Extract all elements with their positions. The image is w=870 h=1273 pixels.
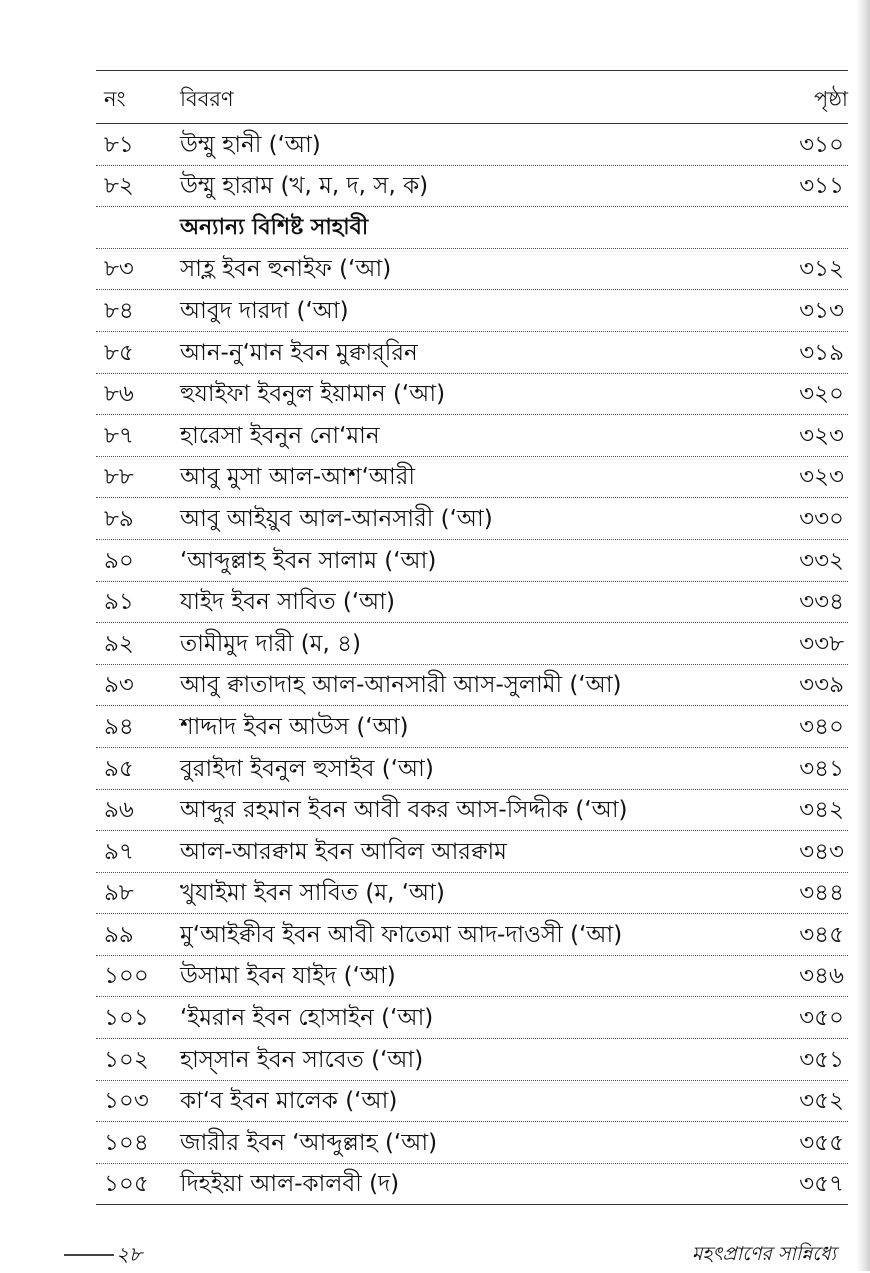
entry-description: অন্যান্য বিশিষ্ট সাহাবী — [180, 214, 369, 240]
toc-row — [96, 665, 848, 707]
toc-row — [96, 1122, 848, 1164]
toc-row — [96, 166, 848, 208]
toc-rows — [96, 124, 848, 1205]
toc-row — [96, 997, 848, 1039]
entry-description: খুযাইমা ইবন সাবিত (ম, ‘আ) — [180, 880, 445, 907]
entry-description: সাহ্ল ইবন হুনাইফ (‘আ) — [180, 256, 392, 283]
entry-number: ১০৪ — [104, 1129, 149, 1156]
entry-page: ৩১৩ — [799, 297, 844, 324]
entry-page: ৩৩৮ — [799, 630, 844, 657]
entry-description: হাস্‌সান ইবন সাবেত (‘আ) — [180, 1046, 424, 1073]
toc-row — [96, 706, 848, 748]
footer-book-title: মহৎপ্রাণের সান্নিধ্যে — [691, 1243, 836, 1265]
entry-description: ‘আব্দুল্লাহ ইবন সালাম (‘আ) — [180, 547, 437, 574]
toc-row — [96, 748, 848, 790]
entry-description: আন-নু‘মান ইবন মুক্বার্‌রিন — [180, 339, 418, 366]
toc-row — [96, 582, 848, 624]
toc-row — [96, 1164, 848, 1206]
entry-page: ৩৫৭ — [799, 1171, 844, 1198]
entry-description: যাইদ ইবন সাবিত (‘আ) — [180, 589, 395, 616]
entry-number: ৮৭ — [104, 422, 134, 449]
entry-number: ৮৮ — [104, 464, 134, 491]
entry-page: ৩৫১ — [799, 1046, 844, 1073]
entry-description: হুযাইফা ইবনুল ইয়ামান (‘আ) — [180, 381, 446, 408]
entry-page: ৩১১ — [799, 173, 844, 200]
entry-number: ৯৯ — [104, 921, 134, 948]
entry-description: আবুদ দারদা (‘আ) — [180, 297, 349, 324]
entry-page: ৩২০ — [799, 381, 844, 408]
entry-number: ৯৫ — [104, 755, 134, 782]
entry-description: দিহইয়া আল-কালবী (দ) — [180, 1171, 400, 1198]
toc-row — [96, 623, 848, 665]
entry-page: ৩৪৬ — [799, 963, 844, 990]
toc-row — [96, 249, 848, 291]
entry-number: ৯৩ — [104, 672, 134, 699]
entry-page: ৩৫২ — [799, 1088, 844, 1115]
footer-page-number: ২৮ — [116, 1242, 142, 1266]
entry-description: হারেসা ইবনুন নো‘মান — [180, 422, 380, 449]
toc-row — [96, 124, 848, 166]
toc-header — [96, 70, 848, 124]
entry-number: ৮১ — [104, 131, 134, 158]
entry-page: ৩৪২ — [799, 797, 844, 824]
toc-row — [96, 457, 848, 499]
entry-number: ৯১ — [104, 589, 134, 616]
entry-number: ৮৬ — [104, 381, 134, 408]
entry-description: শাদ্দাদ ইবন আউস (‘আ) — [180, 713, 409, 740]
toc-row — [96, 1039, 848, 1081]
header-description: বিবরণ — [180, 87, 234, 111]
entry-page: ৩২৩ — [799, 422, 844, 449]
entry-description: ‘ইমরান ইবন হোসাইন (‘আ) — [180, 1005, 434, 1032]
entry-description: জারীর ইবন ‘আব্দুল্লাহ (‘আ) — [180, 1129, 438, 1156]
entry-description: উম্মু হারাম (খ, ম, দ, স, ক) — [180, 173, 429, 200]
entry-page: ৩১০ — [799, 131, 844, 158]
toc-row — [96, 540, 848, 582]
entry-page: ৩৫০ — [799, 1005, 844, 1032]
header-page: পৃষ্ঠা — [813, 87, 848, 111]
entry-page: ৩২৩ — [799, 464, 844, 491]
entry-number: ১০৩ — [104, 1088, 149, 1115]
entry-number: ১০০ — [104, 963, 149, 990]
entry-page: ৩৪৫ — [799, 921, 844, 948]
entry-number: ৯৪ — [104, 713, 134, 740]
entry-number: ৯২ — [104, 630, 134, 657]
footer-dash — [64, 1254, 114, 1256]
entry-number: ৮৯ — [104, 505, 134, 532]
page-footer — [0, 1236, 870, 1266]
toc-row — [96, 914, 848, 956]
entry-description: আবু মুসা আল-আশ‘আরী — [180, 464, 415, 491]
entry-description: আবু আইয়ুব আল-আনসারী (‘আ) — [180, 505, 493, 532]
entry-number: ৮২ — [104, 173, 134, 200]
toc-row — [96, 1081, 848, 1123]
toc-row — [96, 498, 848, 540]
toc-row — [96, 831, 848, 873]
entry-page: ৩৩০ — [799, 505, 844, 532]
entry-description: কা‘ব ইবন মালেক (‘আ) — [180, 1088, 398, 1115]
header-no: নং — [104, 87, 126, 111]
entry-number: ১০৫ — [104, 1171, 149, 1198]
entry-number: ৮৩ — [104, 256, 134, 283]
entry-page: ৩৩৪ — [799, 589, 844, 616]
entry-description: আবু ক্বাতাদাহ আল-আনসারী আস-সুলামী (‘আ) — [180, 672, 622, 699]
toc-row — [96, 790, 848, 832]
entry-page: ৩১৯ — [799, 339, 844, 366]
entry-number: ১০১ — [104, 1005, 149, 1032]
entry-number: ৯০ — [104, 547, 134, 574]
entry-number: ৯৮ — [104, 880, 134, 907]
entry-number: ১০২ — [104, 1046, 149, 1073]
entry-page: ৩৪১ — [799, 755, 844, 782]
entry-page: ৩৫৫ — [799, 1129, 844, 1156]
toc-row — [96, 290, 848, 332]
toc-row — [96, 415, 848, 457]
entry-page: ৩৪৩ — [799, 838, 844, 865]
entry-description: তামীমুদ দারী (ম, ৪) — [180, 630, 362, 657]
entry-number: ৮৫ — [104, 339, 134, 366]
entry-number: ৯৭ — [104, 838, 134, 865]
entry-description: আব্দুর রহমান ইবন আবী বকর আস-সিদ্দীক (‘আ) — [180, 797, 628, 824]
page-edge — [856, 0, 870, 1271]
toc-row — [96, 332, 848, 374]
entry-page: ৩১২ — [799, 256, 844, 283]
entry-description: উম্মু হানী (‘আ) — [180, 131, 321, 158]
table-of-contents — [96, 70, 848, 1205]
toc-row — [96, 873, 848, 915]
entry-number: ৮৪ — [104, 297, 134, 324]
toc-row — [96, 374, 848, 416]
entry-page: ৩৪৪ — [799, 880, 844, 907]
entry-number: ৯৬ — [104, 797, 134, 824]
entry-description: উসামা ইবন যাইদ (‘আ) — [180, 963, 396, 990]
entry-description: মু‘আইক্বীব ইবন আবী ফাতেমা আদ-দাওসী (‘আ) — [180, 921, 623, 948]
entry-page: ৩৪০ — [799, 713, 844, 740]
entry-page: ৩৩২ — [799, 547, 844, 574]
entry-page: ৩৩৯ — [799, 672, 844, 699]
section-heading-row — [96, 207, 848, 249]
entry-description: বুরাইদা ইবনুল হুসাইব (‘আ) — [180, 755, 434, 782]
toc-row — [96, 956, 848, 998]
entry-description: আল-আরক্বাম ইবন আবিল আরক্বাম — [180, 838, 507, 865]
